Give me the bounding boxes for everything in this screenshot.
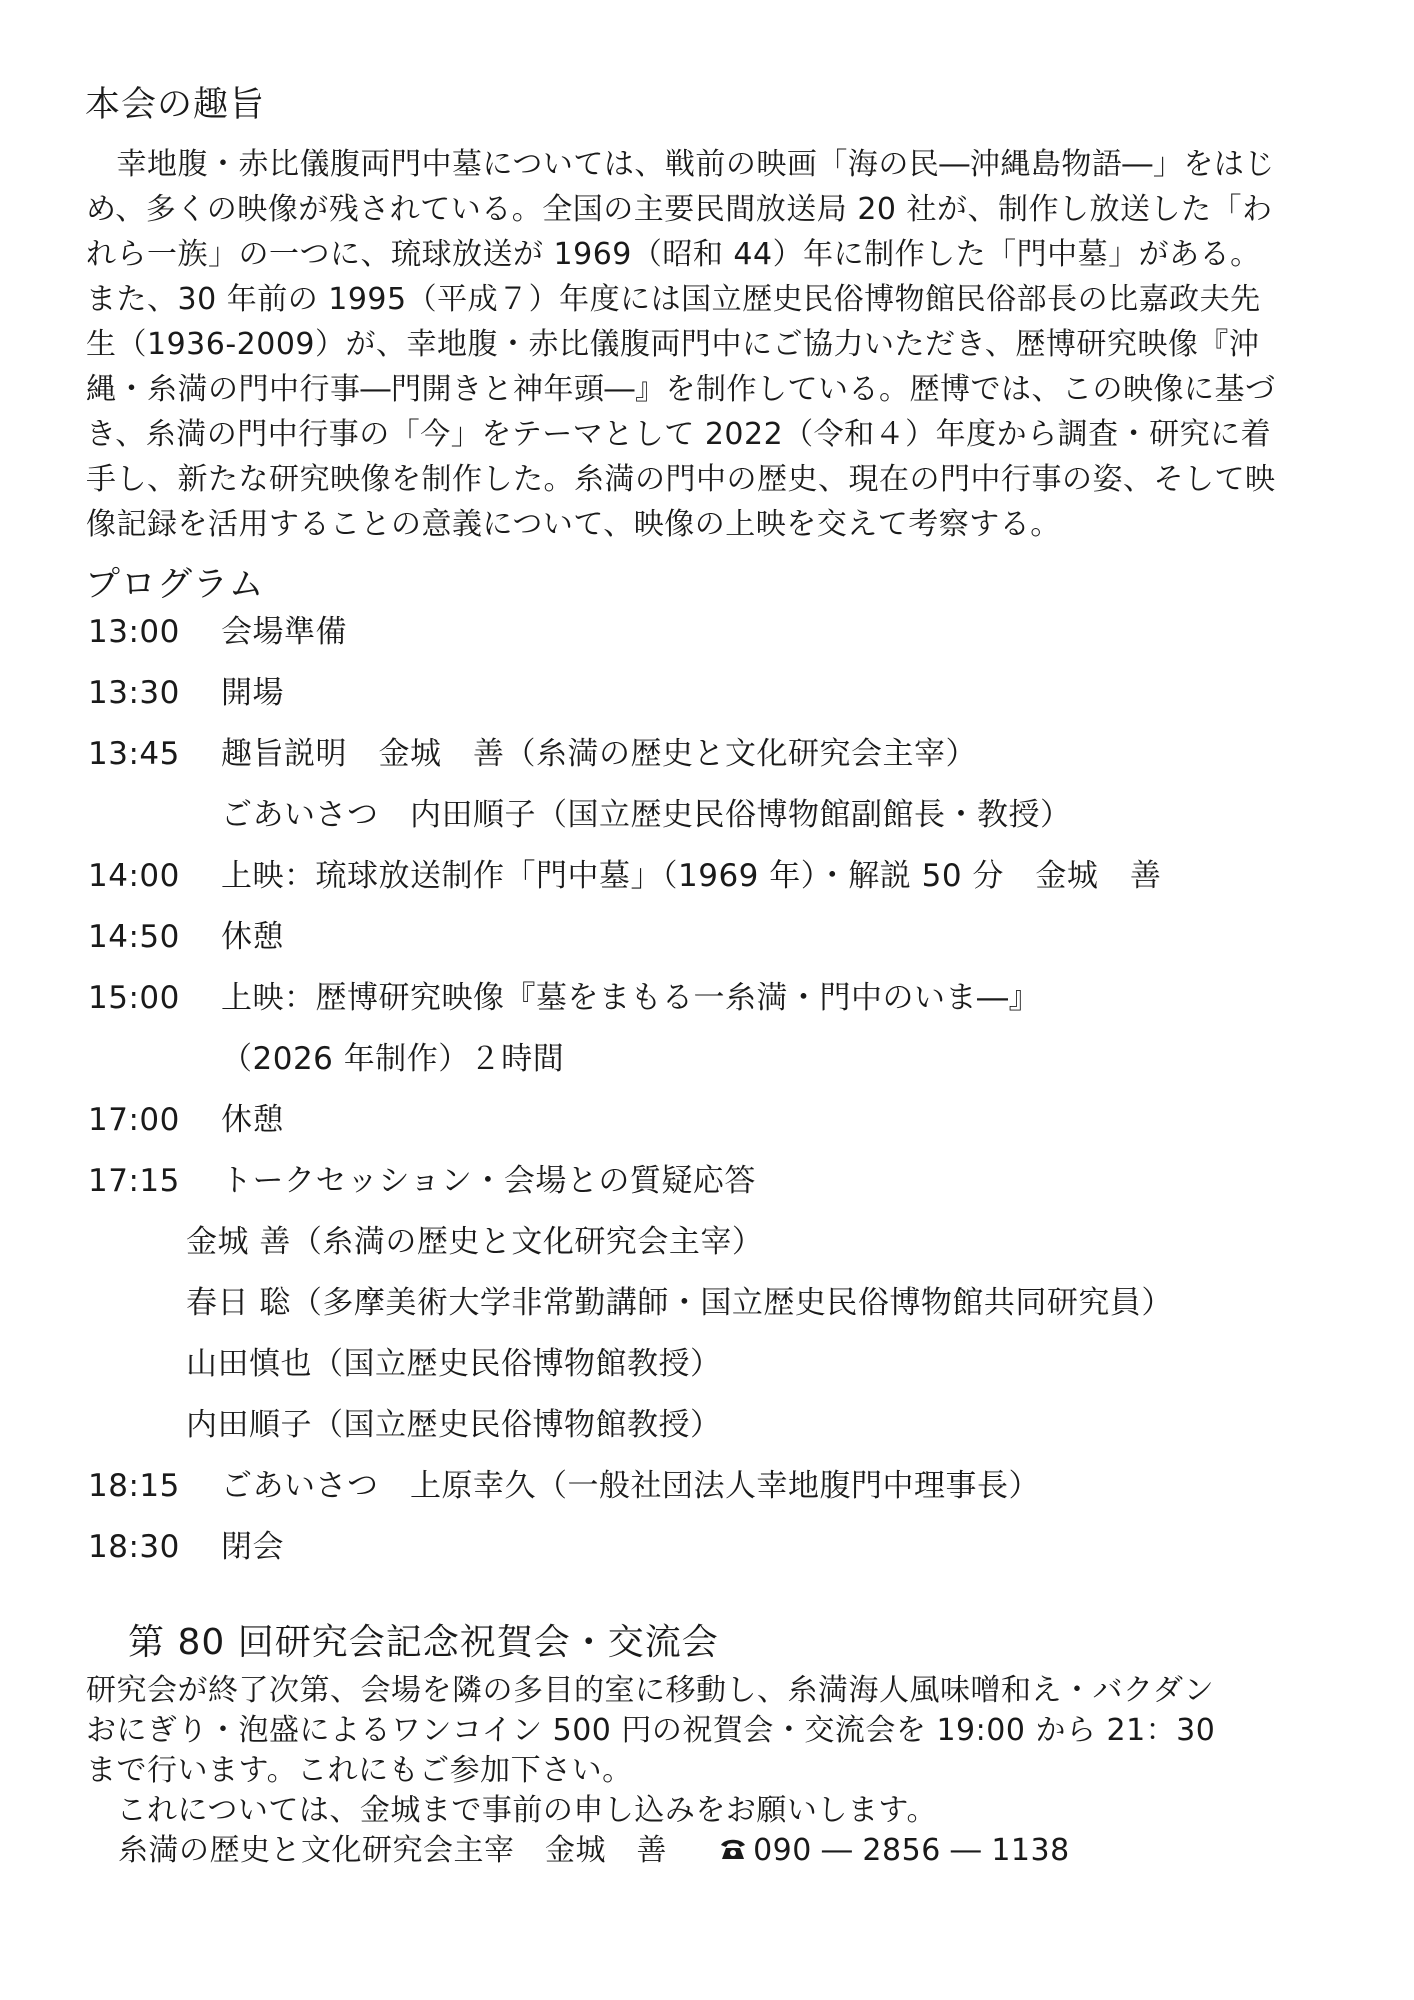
schedule-time: 15:00 [88,980,180,1016]
schedule-row [88,978,1040,1018]
schedule-row [88,795,1072,835]
schedule-time: 14:50 [88,919,180,955]
party-line: 研究会が終了次第、会場を隣の多目的室に移動し、糸満海人風味噌和え・バクダン [86,1673,1215,1708]
party-line: これについては、金城まで事前の申し込みをお願いします。 [86,1793,937,1828]
schedule-text: ごあいさつ 内田順子（国立歴史民俗博物館副館長・教授） [221,797,1072,833]
program-heading: プログラム [85,565,265,605]
contact-line [118,1833,1070,1868]
panelist-item: 内田順子（国立歴史民俗博物館教授） [186,1407,722,1443]
schedule-text: 休憩 [221,1102,284,1138]
purpose-line: 生（1936-2009）が、幸地腹・赤比儀腹両門中にご協力いただき、歴博研究映像『沖 [86,327,1260,362]
party-line: まで行います。これにもご参加下さい。 [86,1753,633,1788]
schedule-row [88,612,347,652]
schedule-time: 17:00 [88,1102,180,1138]
schedule-row [88,734,977,774]
schedule-row [88,1527,284,1567]
schedule-time: 13:00 [88,614,180,650]
schedule-text: ごあいさつ 上原幸久（一般社団法人幸地腹門中理事長） [221,1468,1040,1504]
schedule-row [88,1466,1040,1506]
phone-icon [719,1836,747,1862]
schedule-time: 13:45 [88,736,180,772]
panelist-item: 金城 善（糸満の歴史と文化研究会主宰） [186,1224,764,1260]
schedule-text: トークセッション・会場との質疑応答 [221,1163,756,1199]
schedule-text: （2026 年制作）２時間 [221,1041,565,1077]
schedule-row [88,856,1161,896]
purpose-line: め、多くの映像が残されている。全国の主要民間放送局 20 社が、制作し放送した「わ [86,192,1273,227]
party-heading: 第 80 回研究会記念祝賀会・交流会 [128,1622,719,1663]
schedule-row [88,1161,756,1201]
schedule-row [88,1039,564,1079]
purpose-line: 像記録を活用することの意義について、映像の上映を交えて考察する。 [86,507,1061,542]
schedule-row [88,1100,284,1140]
purpose-line: 縄・糸満の門中行事―門開きと神年頭―』を制作している。歴博では、この映像に基づ [86,372,1276,407]
schedule-text: 閉会 [221,1529,284,1565]
schedule-time: 18:15 [88,1468,180,1504]
purpose-line: 幸地腹・赤比儀腹両門中墓については、戦前の映画「海の民―沖縄島物語―」をはじ [86,147,1275,182]
contact-label: 糸満の歴史と文化研究会主宰 金城 善 [118,1833,667,1868]
schedule-text: 会場準備 [221,614,347,650]
schedule-time: 13:30 [88,675,180,711]
schedule-text: 開場 [221,675,284,711]
phone-number: 090 ― 2856 ― 1138 [753,1833,1070,1868]
purpose-line: また、30 年前の 1995（平成７）年度には国立歴史民俗博物館民俗部長の比嘉政夫先 [86,282,1261,317]
purpose-line: れら一族」の一つに、琉球放送が 1969（昭和 44）年に制作した「門中墓」がある。 [86,237,1261,272]
schedule-text: 趣旨説明 金城 善（糸満の歴史と文化研究会主宰） [221,736,977,772]
purpose-line: 手し、新たな研究映像を制作した。糸満の門中の歴史、現在の門中行事の姿、そして映 [86,462,1276,497]
purpose-heading: 本会の趣旨 [85,85,266,125]
panelist-item: 春日 聡（多摩美術大学非常勤講師・国立歴史民俗博物館共同研究員） [186,1285,1173,1321]
purpose-line: き、糸満の門中行事の「今」をテーマとして 2022（令和４）年度から調査・研究に着 [86,417,1272,452]
schedule-time: 18:30 [88,1529,180,1565]
party-line: おにぎり・泡盛によるワンコイン 500 円の祝賀会・交流会を 19:00 から 21：30 [86,1713,1216,1748]
schedule-text: 上映：琉球放送制作「門中墓」（1969 年）・解説 50 分 金城 善 [221,858,1162,894]
schedule-text: 休憩 [221,919,284,955]
schedule-row [88,917,284,957]
schedule-time: 17:15 [88,1163,180,1199]
schedule-row [88,673,284,713]
panelist-item: 山田慎也（国立歴史民俗博物館教授） [186,1346,722,1382]
schedule-text: 上映：歴博研究映像『墓をまもる一糸満・門中のいま―』 [221,980,1040,1016]
schedule-time: 14:00 [88,858,180,894]
